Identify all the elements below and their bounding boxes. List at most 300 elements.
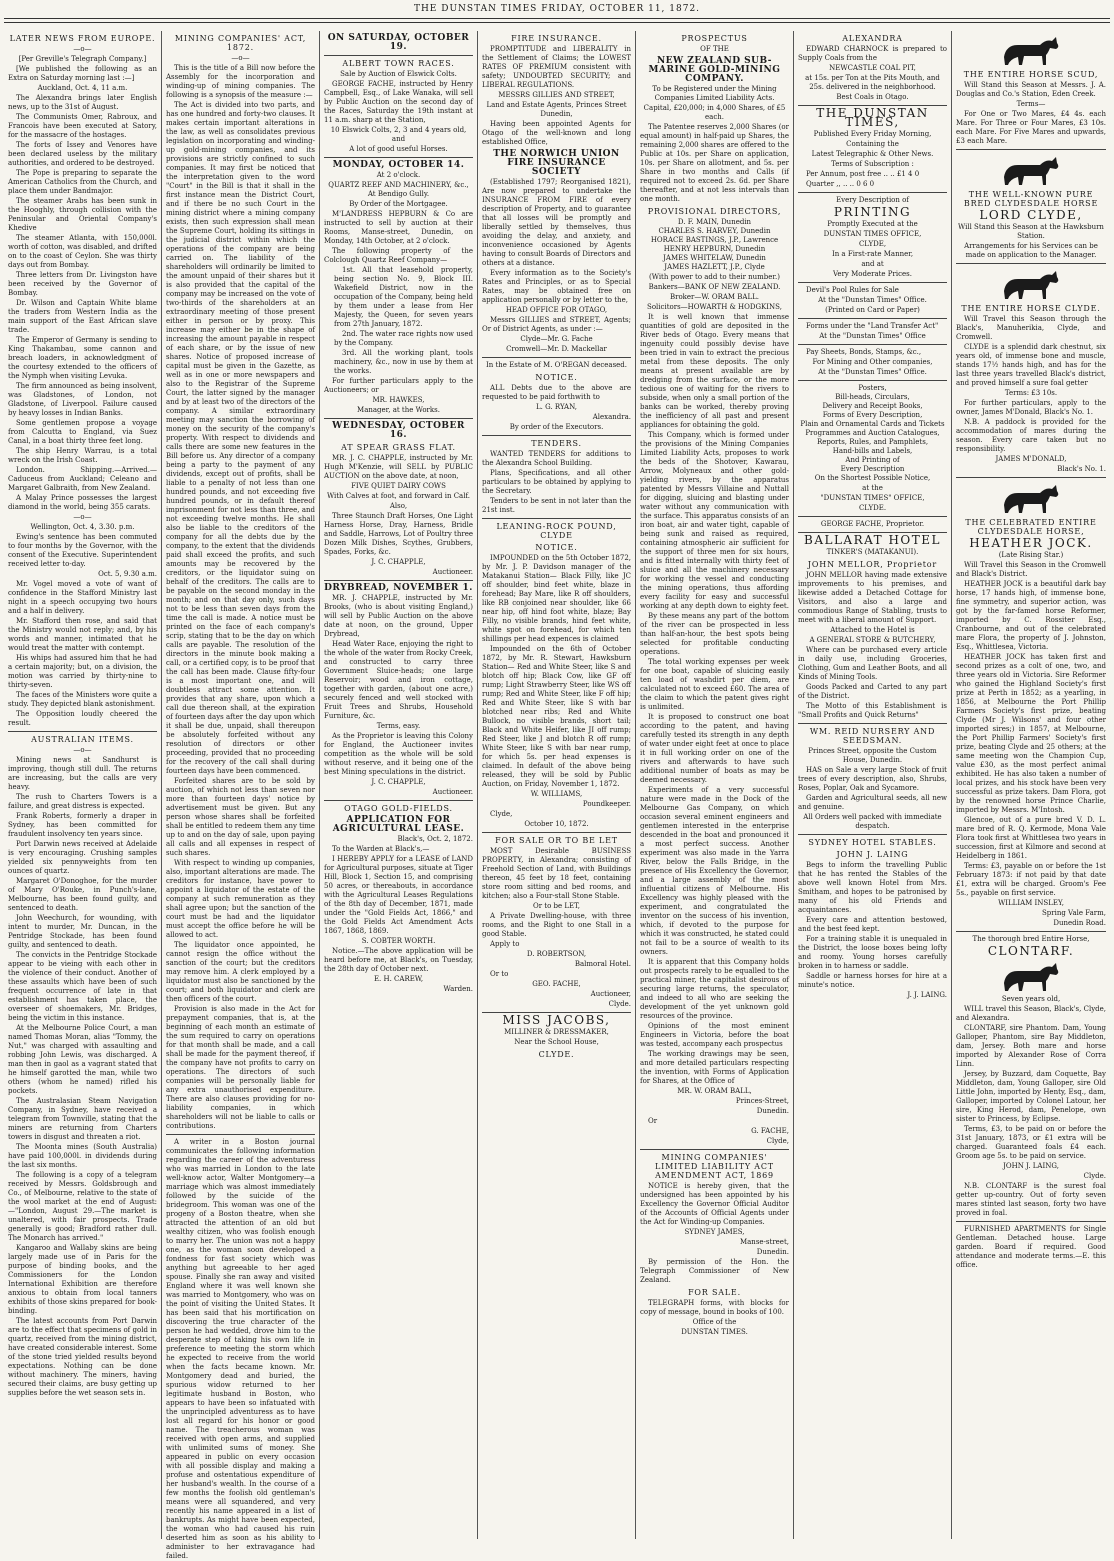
column-6 xyxy=(794,31,952,1539)
ad-heading: OTAGO GOLD-FIELDS. xyxy=(344,804,453,813)
ad-text: Devil's Pool Rules for Sale xyxy=(806,286,899,294)
signature: WILLIAM INSLEY, xyxy=(998,899,1064,907)
paragraph: The convicts in the Pentridge Stockade appear to be vieing with each other in the violence of their conduct. Another of these assaults which have been of such frequent occurrence of late in that establishment has taken place, the overseer of shoemakers, Mr. Bridges, being the victim in this instance. xyxy=(8,951,157,1022)
divider xyxy=(166,1134,315,1135)
ad-text: Every information as to the Society's Rates and Principles, or as to Special Rates, may be obtained free on application personally or by letter to the, xyxy=(482,269,631,304)
signature: Clyde. xyxy=(1083,1172,1106,1180)
ad-subheading: Sale by Auction of Elswick Colts. xyxy=(340,70,457,78)
ad-heading: CLYDE. xyxy=(538,1050,575,1059)
divider xyxy=(798,723,947,724)
ad-text: As the Proprietor is leaving this Colony for England, the Auctioneer invites competition as the whole will be sold without reserve, and it being one of the best Mining speculations in the district. xyxy=(324,732,473,776)
ad-text: HAS on Sale a very large Stock of fruit trees of every description, also, Shrubs, Roses, Poplar, Oak and Sycamore. xyxy=(798,766,947,792)
divider xyxy=(798,834,947,835)
ad-text: N.B. A paddock is provided for the accommodation of mares during the season. Every care taken but no responsibility. xyxy=(956,418,1106,453)
ad-text: The Patentee reserves 2,000 Shares (or equal amount) in half-paid up Shares, the remaining 2,000 shares are offered to the Public at 10s. per Share on application, 10s. per Share on allotment, and 5s. per Share in two months and Calls (if required not to exceed 2s. 6d. per Share thereafter, and at not less intervals than one month. xyxy=(640,123,789,203)
divider xyxy=(956,1221,1106,1222)
paragraph: This is the title of a Bill now before the Assembly for the incorporation and winding-up of mining companies. The following is a synopsis of the measure :— xyxy=(166,64,315,99)
paragraph: His whips had assured him that he had a certain majority; but, on a division, the motion was carried by thirty-nine to thirty-seven. xyxy=(8,654,157,689)
ad-text: TELEGRAPH forms, with blocks for copy of message, bound in books of 100. xyxy=(640,1299,789,1316)
signature: Spring Vale Farm, xyxy=(1041,909,1106,917)
ad-heading: FOR SALE. xyxy=(688,1288,741,1297)
signature: JAMES M'DONALD, xyxy=(995,455,1067,463)
ad-text: Every care and attention bestowed, and the best feed kept. xyxy=(798,916,947,933)
ad-text: A lot of good useful Horses. xyxy=(349,145,448,153)
top-rule-2 xyxy=(4,22,1110,23)
ad-text: The working drawings may be seen, and more detailed particulars respecting the invention, with Forms of Application for Shares, at the Office of xyxy=(640,1050,789,1085)
top-rule xyxy=(4,18,1110,19)
ad-text: Land and Estate Agents, Princes Street Dunedin, xyxy=(486,101,627,118)
ad-text: Will Stand this Season at the Hawksburn Station. xyxy=(958,223,1104,240)
ad-text: Where can be purchased every article in daily use, including Groceries, Clothing, Gum and Leather Boots, and all Kinds of Mining Tools. xyxy=(798,646,947,681)
ad-text: CLYDE. xyxy=(858,504,887,512)
ad-text: CLYDE, xyxy=(858,240,887,248)
ad-text: This Company, which is formed under the provisions of the Mining Companies Limited Liability Acts, proposes to work the beds of the Shotover, Kawarau, Arrow, Molyneaux and other gold-yielding rivers, by the apparatus patented by Messrs Villaine and Nuttall for digging, sluicing and blasting under water without any communication with the surface. This apparatus consists of an iron boat, air and water tight, capable of being sunk and raised as required, containing atmospheric air sufficient for the support of three men for six hours, and is fitted internally with thirty feet of sluice and all the machinery necessary for working the vessel and conducting the mining operations, thus affording every facility for easy and successful working at any depth down to eighty feet. xyxy=(640,431,789,610)
ad-text: PROMPTITUDE and LIBERALITY in the Settlement of Claims; the LOWEST RATES OF PREMIUM consistent with safety; UNDOUBTED SECURITY; and LIBERAL REGULATIONS. xyxy=(482,45,631,89)
signature: Clyde, xyxy=(766,1137,789,1145)
ad-heading: LORD CLYDE, xyxy=(979,208,1083,222)
ad-text: at the xyxy=(862,484,883,492)
ad-text: Terms— xyxy=(1016,100,1046,108)
ad-text: Promptly Executed at the xyxy=(827,220,918,228)
ad-text: Princes Street, opposite the Custom House, Dunedin. xyxy=(808,747,937,764)
signature: Manse-street, xyxy=(739,1238,789,1246)
ad-text: NEWCASTLE COAL PIT, xyxy=(829,64,916,72)
ad-text: All Orders well packed with immediate despatch. xyxy=(803,813,942,830)
ad-text: A GENERAL STORE & BUTCHERY, xyxy=(809,636,936,644)
ad-heading: NEW ZEALAND SUB-MARINE GOLD-MINING COMPANY. xyxy=(648,56,781,84)
ad-text: For further particulars, apply to the owner, James M'Donald, Black's No. 1. xyxy=(956,399,1106,416)
ad-text: Office of the xyxy=(692,1318,737,1326)
ad-text: NOTICE is hereby given, that the undersigned has been appointed by his Excellency the Governor Official Auditor of the Accounts of Official Agents under the Act for Winding-up Companies. xyxy=(640,1182,789,1226)
ad-text: Capital, £20,000; in 4,000 Shares, of £5 each. xyxy=(643,104,786,121)
signature: MR. HAWKES, xyxy=(372,396,425,404)
ad-text: Notice.—The above application will be heard before me, at Black's, on Tuesday, the 28th day of October next. xyxy=(324,947,473,973)
ad-text: Or to be LET, xyxy=(532,902,581,910)
headline-mining-act: MINING COMPANIES' ACT, 1872. xyxy=(174,34,307,52)
ad-text: N.B. CLONTARF is the surest foal getter up-country. Out of forty seven mares stinted last season, forty two have proved in foal. xyxy=(956,1182,1106,1217)
ad-text: Cromwell—Mr. D. Mackellar xyxy=(506,345,607,353)
ad-text: Three Staunch Draft Horses, One Light Harness Horse, Dray, Harness, Bridle and Saddle, Harrows, Lot of Poultry three Dozen Milk Dishes, Scythes, Grubbers, Spades, Forks, &c. xyxy=(324,512,473,556)
divider xyxy=(482,832,631,833)
ad-text: By permission of the Hon. the Telegraph Commissioner of New Zealand. xyxy=(640,1258,789,1284)
signature: Auctioneer. xyxy=(432,568,473,576)
divider xyxy=(482,518,631,519)
ad-text: At the "Dunstan Times" Office. xyxy=(818,296,927,304)
horse-icon xyxy=(996,267,1066,301)
ad-heading: THE DUNSTAN TIMES, xyxy=(816,106,929,129)
ad-heading: LEANING-ROCK POUND, CLYDE xyxy=(496,522,617,540)
ad-text: Head Water Race, enjoying the right to the whole of the water from Rocky Creek, and constructed to carry three Government Sluice-heads; one large Reservoir; wood and iron cottage, together with garden, (about one acre,) securely fenced and well stocked with Fruit Trees and Shrubs, Household Furniture, &c. xyxy=(324,640,473,720)
ad-heading: ALBERT TOWN RACES. xyxy=(342,59,455,68)
ad-text: Solicitors—HOWARTH & HODGKINS, xyxy=(647,303,782,311)
ad-heading: THE CELEBRATED ENTIRE CLYDESDALE HORSE, xyxy=(965,518,1097,536)
ad-text: October 10, 1872. xyxy=(524,820,589,828)
ad-text: Broker—W. ORAM BALL. xyxy=(669,293,760,301)
ad-text: Terms, £3, to be paid on or before the 31st January, 1873, or £1 extra will be charged. Guaranteed foals £4 each. Groom age 5s. to be paid on service. xyxy=(956,1125,1106,1160)
divider xyxy=(798,344,947,345)
ad-heading: HEATHER JOCK. xyxy=(969,536,1093,550)
ad-text: DUNSTAN TIMES. xyxy=(681,1328,748,1336)
divider xyxy=(798,380,947,381)
ad-text: FURNISHED APARTMENTS for Single Gentleman. Detached house. Large garden. Board if required. Good attendance and moderate terms.—E. this office. xyxy=(956,1225,1106,1269)
signature: J. C. CHAPPLE, xyxy=(371,778,426,786)
ad-text: Latest Telegraphic & Other News. xyxy=(811,150,934,158)
paragraph: The Pope is preparing to separate the American Catholics from the Church, and place them under Bandmajor. xyxy=(8,169,157,195)
signature: GEORGE FACHE, Proprietor. xyxy=(820,520,925,528)
paragraph: The forts of Issey and Venores have been declared useless by the military authorities, and ordered to be destroyed. xyxy=(8,141,157,167)
ad-heading: NOTICE. xyxy=(535,543,578,552)
ad-text: OF THE xyxy=(700,45,729,53)
paragraph: A writer in a Boston journal communicates the following information regarding the career of the adventuress who was married in London to the late well-know actor, Walter Montgomery—a marriage which was almost immediately followed by the suicide of the bridegroom. This woman was one of the progeny of a Boston theatre, when she attracted the attention of an old but wealthy citizen, who was foolish enough to marry her. The union was not a happy one, as the woman soon developed a fondness for fast society which was anything but agreeable to her aged spouse. Finally she ran away and visited England where it was well known she was married to Montgomery, who was on the point of visiting the United States. It has been said that his mortification on discovering the true character of the person he had wedded, drove him to the desperate step of taking his own life in preference to meeting the storm which he expected to receive from the world when the facts became known. Mr. Montgomery dead and buried, the spurious widow returned to her legitimate husband in Boston, who appears to have been so infatuated with the unprincipled adventuress as to have lost all regard for his honor or good name. The treacherous woman was received with open arms, and supplied with unlimited sums of money. She appeared in public on every occasion with all possible display and making a profuse and ostentatious expenditure of her husband's wealth. In the course of a few months the foolish old gentleman's means were all squandered, and very recently his name appeared in a list of bankrupts. As might have been expected, the woman who had caused his ruin deserted him as soon as his ability to administer to her extravagance had failed. xyxy=(166,1138,315,1560)
dateline: Wellington, Oct. 4, 3.30. p.m. xyxy=(30,523,135,531)
signature: L. G. RYAN, xyxy=(536,403,577,411)
paragraph: Three letters from Dr. Livingston have been received by the Governor of Bombay. xyxy=(8,271,157,297)
ad-heading: PROSPECTUS xyxy=(681,34,748,43)
ad-text: (Late Rising Star.) xyxy=(998,551,1064,559)
ad-text: Tenders to be sent in not later than the 21st inst. xyxy=(482,497,631,514)
paragraph: Ewing's sentence has been commuted to four months by the Governor, with the consent of the Executive. Superintendent received letter to-day. xyxy=(8,533,157,568)
divider xyxy=(640,1149,789,1150)
ad-text: 10 Elswick Colts, 2, 3 and 4 years old, and xyxy=(330,126,467,143)
ad-heading: In the Estate of M. O'REGAN deceased. xyxy=(485,361,628,369)
ad-text: The Motto of this Establishment is "Small Profits and Quick Returns" xyxy=(798,702,947,719)
signature: Auctioneer. xyxy=(432,788,473,796)
column-7 xyxy=(952,31,1110,1539)
ad-text: WANTED TENDERS for additions to the Alexandra School Building. xyxy=(482,450,631,467)
ad-text: EDWARD CHARNOCK is prepared to Supply Coals from the xyxy=(798,45,947,62)
ad-text: Bankers—BANK OF NEW ZEALAND. xyxy=(648,283,781,291)
divider xyxy=(324,55,473,56)
divider xyxy=(482,435,631,436)
ad-heading: TENDERS. xyxy=(531,439,582,448)
paragraph: The liquidator once appointed, he cannot resign the office without the sanction of the court; but the creditors may remove him. A clerk employed by a liquidator must also be sanctioned by the court; and both liquidator and clerk are then officers of the court. xyxy=(166,941,315,1003)
ad-text: Quarter ,, .. .. 0 6 0 xyxy=(806,180,875,188)
ad-text: Clyde—Mr. G. Fache xyxy=(520,335,593,343)
divider xyxy=(798,192,947,193)
ad-text: MR. J. C. CHAPPLE, instructed by Mr. Hugh M'Kenzie, will SELL by PUBLIC AUCTION on the above date, at noon, xyxy=(324,454,473,480)
ad-text: Posters, Bill-heads, Circulars, Delivery and Receipt Books, Forms of Every Description, Plain and Ornamental Cards and Tickets Programmes and Auction Catalogues, Reports, Rules, and Pamphlets, Hand-bills and Labels, And Printing of Every Description On the Shortest Possible Notice, xyxy=(800,384,945,482)
paragraph: Kangaroo and Wallaby skins are being largely made use of in Paris for the purpose of binding books, and the Commissioners for the London International Exhibition are therefore anxious to obtain from local tanners exhibits of those skins prepared for book-binding. xyxy=(8,1244,157,1315)
paragraph: The Moonta mines (South Australia) have paid 100,000l. in dividends during the last six months. xyxy=(8,1143,157,1169)
headline-europe: LATER NEWS FROM EUROPE. xyxy=(9,34,156,43)
list-item: 2nd. The water race rights now used by the Company. xyxy=(334,330,473,347)
ad-text: TINKER'S (MATAKANUI). xyxy=(826,548,919,556)
signature: Auctioneer, xyxy=(590,990,631,998)
ad-text: at 15s. per Ton at the Pits Mouth, and 25s. delivered in the neighborhood. xyxy=(805,74,940,91)
ad-text: The following property of the Colclough Quartz Reef Company— xyxy=(324,247,473,264)
ad-text: M'LANDRESS HEPBURN & Co are instructed to sell by auction at their Rooms, Manse-street, Dunedin, on Monday, 14th October, at 2 o'clock. xyxy=(324,210,473,245)
auction-date: WEDNESDAY, OCTOBER 16. xyxy=(332,421,465,440)
ad-text: By order of the Executors. xyxy=(509,423,604,431)
signature: Dunedin. xyxy=(756,1248,789,1256)
ad-text: Arrangements for his Services can be made on application to the Manager. xyxy=(964,242,1098,259)
ad-heading: SYDNEY HOTEL STABLES. xyxy=(808,838,937,847)
ad-text: MESSRS GILLIES AND STREET, xyxy=(498,91,615,99)
ad-text: Containing the xyxy=(846,140,899,148)
ad-text: It is proposed to construct one boat according to the patent, and having carefully tested its strength in any depth of water under eight feet at once to place it in full working order on one of the rivers and afterwards to have such additional number of boats as may be deemed necessary. xyxy=(640,713,789,784)
ad-text: It is apparent that this Company holds out prospects rarely to be equalled to the practical miner, the capitalist desirous of securing large returns, the speculator, and indeed to all who are seeking the development of the yet unknown gold resources of the province. xyxy=(640,958,789,1020)
ad-text: (Established 1797; Reorganised 1821), Are now prepared to undertake the INSURANCE FROM FIRE of every description of Property, and to guarantee that all losses will be promptly and liberally settled by themselves, thus avoiding the delay, and anxiety, and inconvenience occasioned by Agents having to consult Boards of Directors and others at a distance. xyxy=(482,178,631,267)
paragraph: The Communists Omer, Rabroux, and Francois have been executed at Satory, for the massacre of the hostages. xyxy=(8,113,157,139)
ad-text: MR. J. CHAPPLE, instructed by Mr. Brooks, (who is about visiting England,) will sell by Public Auction on the above date at noon, on the ground, Upper Drybread, xyxy=(324,594,473,638)
paragraph: Mining news at Sandhurst is improving, though still dull. The returns are increasing, but the calls are very heavy. xyxy=(8,756,157,791)
paragraph: The Act is divided into two parts, and has one hundred and forty-two clauses. It makes certain important alterations in the law, as well as consolidates previous legislation on incorporating and winding-up gold-mining companies, and its provisions are strictly confined to such companies. It may first be noticed that the interpretation given to the word "Court" in the Bill is that it shall in the first instance mean the District Court, and if there be no such Court in the mining district where a mining company exists, then such expression shall mean the Supreme Court, holding its sittings in the judicial district within which the operations of the company are being carried on. The liability of the shareholders will ordinarily be limited to the amount unpaid of their shares but it is also provided that the capital of the company may be increased on the vote of two-thirds of the shareholders at an extraordinary meeting of those present either in person or by proxy. This increase may either be in the shape of increasing the amount payable in respect of each share, or by the issue of new shares. Notice of proposed increase of capital must be given in the Gazette, as well as in one or more newspapers and also to the Registrar of the Supreme Court, the latter signed by the manager and by at least two of the directors of the company. A similar extraordinary meeting may sanction the borrowing of money on the security of the company's property. With respect to dividends and calls there are some new features in the Bill before us. Any director of a company being a party to the payment of any dividends, except out of profits, shall be liable to a penalty of not less than one hundred pounds, and not exceeding five hundred pounds, or in default thereof imprisonment for not less than three, and not exceeding twelve months. He shall also be liable to the creditors of the company for all the debts due by the company, to the extent that the dividends paid shall exceed the profits, and such amounts may be recovered by the creditors, or the liquidator suing on behalf of the creditors. The calls are to be payable on the second monday in the month; and on that day only, such days not to be less than seven days from the time the call is made. A notice must be printed on the face of each company's scrip, stating that to be the day on which calls are payable. The resolution of the directors in the minute book making a call, or a certified copy, is to be proof that the call has been made. Clause fifty-four is a most important one, and will doubtless attract some attention. It provides that any share, upon which a call due thereon shall, at the expiration of fourteen days after the day upon which it shall be due, unpaid, shall thereupon be absolutely forfeited without any resolution of directors or other proceeding, provided that no proceeding for the recovery of the call shall during fourteen days have been commenced. xyxy=(166,101,315,775)
columns xyxy=(4,31,1110,1560)
ad-text: For a training stable it is unequaled in the District, the loose boxes being lofty and roomy. Young horses carefully broken in to harness or saddle. xyxy=(798,935,947,970)
ad-heading: FOR SALE OR TO BE LET xyxy=(495,836,618,845)
paragraph: The ship Henry Warrau, is a total wreck on the Irish Coast. xyxy=(8,447,157,464)
ad-text: HEATHER JOCK is a beautiful dark bay horse, 17 hands high, of immense bone, fine symmetry, and superior action, was got by the far-famed horse Reformer, imported by C. Rossiter Esq., Cranbourne, and out of the celebrated mare Flora, the property of J. Johnston, Esq., Whittlesea, Victoria. xyxy=(956,580,1106,651)
paragraph: Forfeited shares are to be sold by auction, of which not less than seven nor more than fourteen days' notice by advertisement must be given. But any person whose shares shall be forfeited shall be entitled to redeem them any time up to and on the day of sale, upon paying all calls and all expenses in respect of such shares. xyxy=(166,777,315,857)
separator: —o— xyxy=(73,513,92,521)
ad-heading: MINING COMPANIES' LIMITED LIABILITY ACT AMENDMENT ACT, 1869 xyxy=(655,1153,774,1180)
ad-text: Plans, Specifications, and all other particulars to be obtained by applying to the Secretary. xyxy=(482,469,631,495)
ad-text: Terms of Subscription : xyxy=(831,160,914,168)
ad-heading: JOHN MELLOR, Proprietor xyxy=(807,560,938,569)
paragraph: London. Shipping.—Arrived.—Caduceus from Auckland; Celeano and Margaret Galbraith, from New Zealand. xyxy=(8,466,157,492)
ad-heading: CLONTARF. xyxy=(987,944,1075,958)
paragraph: The faces of the Ministers wore quite a study. They depicted blank astonishment. xyxy=(8,691,157,708)
ad-text: Glencoe, out of a pure bred V. D. L. mare bred of R. Q. Kermode, Mona Vale Flora took first at Whittlesea two years in succession, first at Kilmore and second at Heidelberg in 1861. xyxy=(956,816,1106,860)
signature: JOHN J. LAING, xyxy=(1003,1162,1059,1170)
ad-heading: FIRE INSURANCE. xyxy=(511,34,602,43)
ad-text: Opinions of the most eminent Engineers in Victoria, before the boat was tested, accompany each prospectus xyxy=(640,1022,789,1048)
column-2 xyxy=(162,31,320,1560)
ad-text: Will Stand this Season at Messrs. J. A. Douglas and Co.'s Station, Eden Creek. xyxy=(956,81,1106,98)
signature: S. COBTER WORTH. xyxy=(361,937,436,945)
list-item: 1st. All that leasehold property, being section No. 9, Block III. Wakefield District, now in the occupation of the Company, being held by them under a lease from Her Majesty, the Queen, for seven years from 27th January, 1872. xyxy=(334,266,473,328)
horse-icon xyxy=(996,33,1066,67)
paragraph: The latest accounts from Port Darwin are to the effect that specimens of gold in quartz, received from the mining district, have created considerable interest. Some of the stone tried yielded results beyond expectations. Nothing can be done without machinery. The miners, having secured their claims, are busy getting up supplies before the wet season sets in. xyxy=(8,1317,157,1397)
ad-text: Impounded on the 6th of October 1872, by Mr. R. Stewart, Hawksburn Station— Red and White Steer, like S and blotch off hip; Black Cow, like GF off rump; Light Strawberry Steer, like WS off rump; Red and White Steer, like F off hip; Red and White Steer, like S with bar blotched near ribs; Red and White Bullock, no visible brands, short tail; Black and White Heifer, like JI off rump; Red Steer, like J and blotch R off rump; White Steer, like S with bar near rump, for which 5s. per head expenses is claimed. In default of the above being released, they will be sold by Public Auction, on Friday, November 1, 1872. xyxy=(482,645,631,788)
directors-list: D. F. MAIN, Dunedin CHARLES S. HARVEY, Dunedin HORACE BASTINGS, J.P., Lawrence HENRY HEPBURN, Dunedin JAMES WHITELAW, Dunedin JAMES HAZLETT, J.P., Clyde xyxy=(650,218,779,271)
ad-heading: ALEXANDRA xyxy=(842,34,903,43)
ad-heading: THE NORWICH UNION FIRE INSURANCE SOCIETY xyxy=(493,149,620,177)
separator: —o— xyxy=(73,746,92,754)
paragraph: A Malay Prince possesses the largest diamond in the world, being 355 carats. xyxy=(8,494,157,511)
divider xyxy=(324,800,473,801)
ad-text: Pay Sheets, Bonds, Stamps, &c., xyxy=(806,348,922,356)
divider xyxy=(324,157,473,158)
signature: J. J. LAING. xyxy=(907,991,947,999)
ad-text: For One or Two Mares, £4 4s. each Mare. For Three or Four Mares, £3 10s. each Mare. For Five Mares and upwards, £3 each Mare. xyxy=(956,110,1106,145)
signature: Dunedin. xyxy=(756,1107,789,1115)
masthead: THE DUNSTAN TIMES FRIDAY, OCTOBER 11, 1872. xyxy=(413,4,701,14)
list-item: 3rd. All the working plant, tools machinery, &c., now in use by them at the works. xyxy=(334,349,473,375)
ad-text: Jersey, by Buzzard, dam Coquette, Bay Middleton, dam, Young Galloper, sire Old Little John, imported by Henty, Esq., dam, Galloper, imported by Colonel Latour, her sire, King Herod, dam, Penelope, own sister to Princess, by Eclipse. xyxy=(956,1070,1106,1123)
paragraph: Provision is also made in the Act for prepayment companies, that is, at the beginning of each month an estimate of the sum required to carry on operations for that month shall be made, and a call shall be made for the payment thereof, if the company have not profits to carry on operations. The directors of such companies will be personally liable for any extra unauthorised expenditure. There are also clauses providing for no-liability companies, in which shareholders will not be liable to calls or contributions. xyxy=(166,1005,315,1130)
ad-text: Attached to the Hotel is xyxy=(830,626,915,634)
divider xyxy=(956,477,1106,478)
ad-text: With Calves at foot, and forward in Calf. xyxy=(326,492,471,500)
ad-text: Black's, Oct. 2, 1872. xyxy=(397,835,473,843)
paragraph: Port Darwin news received at Adelaide is very encouraging. Crushing samples yielded six pennyweights from ten ounces of quartz. xyxy=(8,840,157,875)
paragraph: Dr. Wilson and Captain White blame the traders from Western India as the main support of the East African slave trade. xyxy=(8,299,157,334)
column-4 xyxy=(478,31,636,1539)
headline-australian: AUSTRALIAN ITEMS. xyxy=(31,735,134,744)
ad-text: I HEREBY APPLY for a LEASE of LAND for Agricultural purposes, situate at Tiger Hill, Block 1, Section 15, and comprising 50 acres, or thereabouts, in accordance with the Agricultural Leases Regulations of the 8th day of December, 1871, made under the "Gold Fields Act, 1866," and the Gold Fields Act Amendment Acts 1867, 1868, 1869. xyxy=(324,855,473,935)
dateline: Oct. 5, 9.30 a.m. xyxy=(98,570,157,578)
ad-subheading: QUARTZ REEF AND MACHINERY, &c., At Bendigo Gully. xyxy=(328,181,469,198)
ad-text: Goods Packed and Carted to any part of the District. xyxy=(798,683,947,700)
ad-text: Messrs GILLIES and STREET, Agents; Or of District Agents, as under :— xyxy=(482,316,631,333)
ad-text: In a First-rate Manner, xyxy=(831,250,914,258)
ad-text: HEAD OFFICE FOR OTAGO, xyxy=(505,306,608,314)
paragraph: The Opposition loudly cheered the result. xyxy=(8,710,157,727)
ad-text: HEATHER JOCK has taken first and second prizes as a colt of one, two, and three years old in Victoria. Sire Reformer who gained the Highland Society's first prize at Perth in 1852; as a yearling, in 1856, at Melbourne the Port Phillip Farmers Society's first prize, beating Clyde (Mr J. Wilsons' and four other imported sires;) in 1857, at Melbourne, the Port Phillip Farmers' Society's first prize, beating Clyde and 25 others; at the same meeting won the Champion Cup, value £30, as the most perfect animal exhibited. He has also taken a number of local prizes, and his stock have been very successful as prize takers. Dam Flora, got by the renowned horse Prince Charlie, imported by Messrs. M'Intosh. xyxy=(956,653,1106,814)
dateline: Auckland, Oct. 4, 11 a.m. xyxy=(37,84,128,92)
paragraph: Frank Roberts, formerly a draper in Sydney, has been committed for fraudulent insolvency ten years since. xyxy=(8,812,157,838)
ad-text: (Printed on Card or Paper) xyxy=(825,306,920,314)
ad-text: WILL travel this Season, Black's, Clyde, and Alexandra. xyxy=(956,1005,1106,1022)
signature: W. WILLIAMS, xyxy=(530,790,583,798)
paragraph: The steamer Arabs has been sunk in the Hooghly, through collision with the Peninsular and Oriental Company's Khedive xyxy=(8,197,157,232)
horse-icon xyxy=(996,959,1066,993)
ad-text: Terms: £3, payable on or before the 1st February 1873: if not paid by that date £1, extra will be charged. Groom's Fee 5s., payable on first service. xyxy=(956,862,1106,897)
column-1 xyxy=(4,31,162,1539)
ad-heading: APPLICATION FOR AGRICULTURAL LEASE. xyxy=(332,815,465,834)
ad-text: Every Description of xyxy=(836,196,909,204)
ad-text: Near the School House, xyxy=(514,1038,599,1046)
signature: E. H. CAREW, xyxy=(373,975,424,983)
ad-text: Or to xyxy=(490,970,509,978)
ad-heading: The thorough bred Entire Horse, xyxy=(972,935,1090,943)
signature: G. FACHE, xyxy=(751,1127,789,1135)
ad-text: To be Registered under the Mining Companies Limited Liability Acts. xyxy=(652,85,777,102)
ad-text: "DUNSTAN TIMES" OFFICE, xyxy=(820,494,925,502)
ad-text: Begs to inform the travelling Public that he has rented the Stables of the above well known Hotel from Mrs. Smitham, and hopes to be patronised by many of his old Friends and acquaintances. xyxy=(798,861,947,914)
separator: —o— xyxy=(231,54,250,62)
source-line: [Per Greville's Telegraph Company.] xyxy=(18,55,147,63)
ad-heading: MISS JACOBS, xyxy=(502,1013,611,1027)
column-3 xyxy=(320,31,478,1539)
ad-heading: THE WELL-KNOWN PURE BRED CLYDESDALE HORSE xyxy=(963,190,1099,208)
ad-text: JOHN MELLOR having made extensive improvements to his premises, and likewise added a Detached Cottage for Visitors, and also a large and commodious Range of Stabling, trusts to meet with a liberal amount of Support. xyxy=(798,571,947,624)
intro: [We published the following as an Extra on Saturday morning last :—] xyxy=(8,65,157,82)
signature: Poundkeeper. xyxy=(582,800,631,808)
ad-text: IMPOUNDED on the 5th October 1872, by Mr. J. P. Davidson manager of the Matakanui Station— Black Filly, like JC off shoulder, bind feet white, blaze in forehead; Bay Mare, like R off shoulders, like RB conjoined near shoulder, like 66 near hip, off hind foot white, blaze; Bay Filly, no visible brands, hind feet white, white spot on forehead, for which ten shillings per head expences is claimed xyxy=(482,554,631,643)
ad-text: Experiments of a very successful nature were made in the Dock of the Melbourne Gas Company, on which occasion several eminent engineers and gentlemen interested in the enterprise descended in the boat and pronounced it a most perfect success. Another experiment was also made in the Yarra River, below the Falls Bridge, in the presence of His Excellency the Governor, and a large assembly of the most influential citizens of Melbourne. His Excellency was highly pleased with the experiment, and congratulated the inventor on the success of his invention, which, if devoted to the purpose for which it was constructed, he stated could not fail to be a source of wealth to its owners. xyxy=(640,786,789,956)
signature: MR. W. ORAM BALL, xyxy=(677,1087,752,1095)
ad-text: Very Moderate Prices. xyxy=(833,270,912,278)
paragraph: The Australasian Steam Navigation Company, in Sydney, have received a telegram from Townville, stating that the miners are returning from Charters towers in disgust and threaten a riot. xyxy=(8,1097,157,1141)
ad-text: Terms, easy. xyxy=(376,722,421,730)
ad-text: It is well known that immense quantities of gold are deposited in the River beds of Otago. Every means that ingenuity could possibly devise have been tried in vain to extract the precious metal from these deposits. The only means at present available are by dredging from the surface, or the more tedious one of waiting for the rivers to subside, when only a small portion of the banks can be worked, thereby proving the inefficiency of all past and present appliances for obtaining the gold. xyxy=(640,313,789,429)
signature: Balmoral Hotel. xyxy=(574,960,631,968)
signature: Dunedin Road. xyxy=(1053,919,1106,927)
signature: J. C. CHAPPLE, xyxy=(371,558,426,566)
paragraph: The rush to Charters Towers is a failure, and great distress is expected. xyxy=(8,793,157,810)
ad-heading: WM. REID NURSERY AND SEEDSMAN. xyxy=(809,727,936,745)
divider xyxy=(798,318,947,319)
ad-heading: PRINTING xyxy=(833,205,912,219)
signature: Or xyxy=(648,1117,658,1125)
paragraph: The Emperor of Germany is sending to King Thakambau, some cannon and breach loaders, in acknowledgment of the courtesy extended to the officers of the Nymph when visiting Levuka. xyxy=(8,336,157,380)
ad-text: The total working expenses per week for one boat, capable of sluicing easily ten load of washdirt per diem, are calculated not to exceed £60. The area of the claim to which the patent gives right is unlimited. xyxy=(640,658,789,711)
ad-heading: THE ENTIRE HORSE CLYDE. xyxy=(961,304,1101,313)
paragraph: Margaret O'Donoghoe, for the murder of Mary O'Rouke, in Punch's-lane, Melbourne, has been found guilty, and sentenced to death. xyxy=(8,877,157,912)
ad-text: For further particulars apply to the Auctioneers; or xyxy=(324,377,473,394)
ad-text: By these means any part of the bottom of the river can be prospected in less than half-an-hour, the best spots being selected for profitable conducting operations. xyxy=(640,612,789,656)
ad-heading: AT SPEAR GRASS FLAT. xyxy=(341,443,456,452)
paragraph: The Alexandra brings later English news, up to the 31st of August. xyxy=(8,94,157,111)
separator: —o— xyxy=(73,45,92,53)
paragraph: The following is a copy of a telegram received by Messrs. Goldsbrough and Co., of Melbourne, relative to the state of the wool market at the end of August:—"London, August 29.—The market is unaltered, with fair prospects. Trade generally is good; Bradford rather dull. The Monarch has arrived." xyxy=(8,1171,157,1242)
ad-text: GEORGE FACHE, instructed by Henry Campbell, Esq., of Lake Wanaka, will sell by Public Auction on the second day of the Races, Saturday the 19th instant at 11 a.m. sharp at the Station, xyxy=(324,80,473,124)
ad-heading: PROVISIONAL DIRECTORS, xyxy=(647,207,782,216)
ad-text: Saddle or harness horses for hire at a minute's notice. xyxy=(798,972,947,989)
column-5 xyxy=(636,31,794,1539)
paragraph: John Weechurch, for wounding, with intent to murder, Mr. Duncan, in the Pentridge Stockade, has been found guilty, and sentenced to death. xyxy=(8,914,157,949)
ad-text: ALL Debts due to the above are requested to be paid forthwith to xyxy=(482,384,631,401)
signature: D. ROBERTSON, xyxy=(526,950,587,958)
divider xyxy=(956,931,1106,932)
ad-text: Per Annum, post free .. .. £1 4 0 xyxy=(806,170,920,178)
divider xyxy=(956,263,1106,264)
ad-text: Published Every Friday Morning, xyxy=(813,130,932,138)
divider xyxy=(956,149,1106,150)
auction-date: ON SATURDAY, OCTOBER 19. xyxy=(327,33,470,52)
ad-text: and at xyxy=(861,260,884,268)
ad-subheading: FIVE QUIET DAIRY COWS xyxy=(351,482,446,490)
ad-text: At the "Dunstan Times" Office xyxy=(819,332,926,340)
ad-text: Having been appointed Agents for Otago of the well-known and long established Office, xyxy=(482,120,631,146)
divider xyxy=(324,418,473,419)
ad-text: Best Coals in Otago. xyxy=(836,93,909,101)
auction-date: DRYBREAD, NOVEMBER 1. xyxy=(324,583,473,593)
signature: Princes-Street, xyxy=(735,1097,789,1105)
ad-text: Forms under the "Land Transfer Act" xyxy=(806,322,939,330)
ad-text: To the Warden at Black's,— xyxy=(332,845,430,853)
ad-text: At 2 o'clock. xyxy=(376,171,421,179)
divider xyxy=(798,282,947,283)
divider xyxy=(798,516,947,517)
ad-text: Garden and Agricultural seeds, all new and genuine. xyxy=(798,794,947,811)
ad-text: Also, xyxy=(389,502,408,510)
paragraph: At the Melbourne Police Court, a man named Thomas Moran, alias "Tommy, the Nut," was charged with assaulting and robbing John Lewis, was discharged. A man then in gaol as a vagrant stated that he himself garotted the man, while two others (whom he named) rifled his pockets. xyxy=(8,1024,157,1095)
signature: Black's No. 1. xyxy=(1057,465,1106,473)
ad-heading: NOTICE. xyxy=(535,373,578,382)
ad-text: Apply to xyxy=(490,940,520,948)
ad-text: By Order of the Mortgagee. xyxy=(349,200,448,208)
divider xyxy=(8,731,157,732)
divider xyxy=(482,357,631,358)
ad-text: Clyde, xyxy=(490,810,513,818)
horse-icon xyxy=(996,153,1066,187)
ad-text: CLONTARF, sire Phantom. Dam, Young Galloper, Phantom, sire Bay Middleton, dam, Jersey. Both mare and horse imported by Alexander Rose of Corra Linn. xyxy=(956,1024,1106,1068)
paragraph: Some gentlemen propose a voyage from Calcutta to England, via Suez Canal, in a boat thirty three feet long. xyxy=(8,419,157,445)
ad-text: Seven years old, xyxy=(1001,995,1061,1003)
ad-text: For Mining and Other companies, xyxy=(812,358,933,366)
ad-heading: BALLARAT HOTEL xyxy=(804,533,941,547)
paragraph: Mr. Vogel moved a vote of want of confidence in the Stafford Ministry last night in a speech occupying two hours and a half in delivery. xyxy=(8,580,157,615)
signature: Manager, at the Works. xyxy=(357,406,440,414)
ad-text: (With power to add to their number.) xyxy=(649,273,780,281)
auction-date: MONDAY, OCTOBER 14. xyxy=(332,160,465,170)
signature: GEO. FACHE, xyxy=(532,980,581,988)
signature: SYDNEY JAMES, xyxy=(684,1228,745,1236)
ad-text: MOST Desirable BUSINESS PROPERTY, in Alexandra; consisting of Freehold Section of Land, with Buildings thereon, 45 feet by 18 feet, containing store room sitting and bed rooms, and kitchen; also a Four-stall Stone Stable. xyxy=(482,847,631,900)
horse-icon xyxy=(996,481,1066,515)
ad-text: At the "Dunstan Times" Office. xyxy=(818,368,927,376)
ad-text: MILLINER & DRESSMAKER, xyxy=(504,1028,609,1036)
ad-text: DUNSTAN TIMES OFFICE, xyxy=(823,230,922,238)
paragraph: The firm announced as being insolvent, was Gladstones, of London, not Gladstone, of Liverpool. Failure caused by heavy losses in Indian Banks. xyxy=(8,382,157,417)
ad-text: CLYDE is a splendid dark chestnut, six years old, of immense bone and muscle, stands 17½ hands high, and has for the last three years travelled Black's district, and proved himself a sure foal getter xyxy=(956,343,1106,387)
paragraph: Mr. Stafford then rose, and said that the Ministry would not reply; and, by his words and manner, intimated that he would treat the matter with contempt. xyxy=(8,617,157,652)
ad-text: Will Travel this Season in the Cromwell and Black's District. xyxy=(956,561,1106,578)
signature: Alexandra. xyxy=(592,413,631,421)
